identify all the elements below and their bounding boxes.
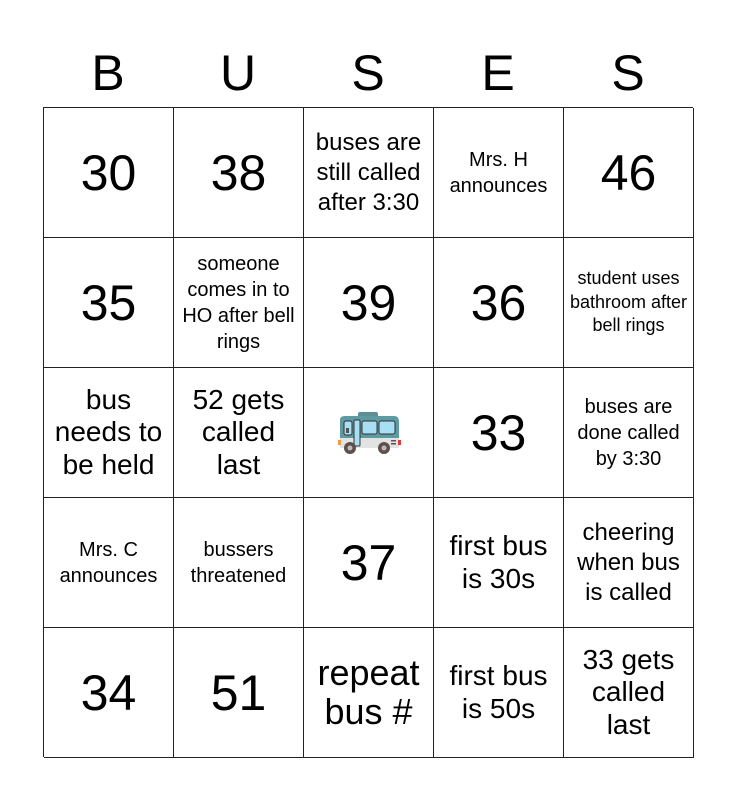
bingo-cell-r4c3[interactable]: 37 (304, 498, 434, 628)
bingo-cell-r3c2[interactable]: 52 gets called last (174, 368, 304, 498)
bingo-cell-r2c4[interactable]: 36 (434, 238, 564, 368)
header-letter-b: B (91, 45, 125, 101)
header-letter-u: U (219, 45, 257, 101)
bingo-cell-r3c5[interactable]: buses are done called by 3:30 (564, 368, 694, 498)
header-letter-s: S (351, 45, 385, 101)
bingo-header (43, 40, 693, 106)
bingo-cell-free-space[interactable] (304, 368, 434, 498)
bingo-cell-r5c2[interactable]: 51 (174, 628, 304, 758)
bingo-cell-r1c2[interactable]: 38 (174, 108, 304, 238)
bingo-grid (43, 107, 693, 757)
bingo-cell-r4c4[interactable]: first bus is 30s (434, 498, 564, 628)
bingo-cell-r5c1[interactable]: 34 (44, 628, 174, 758)
header-letter-s2: S (611, 45, 645, 101)
bingo-cell-r4c1[interactable]: Mrs. C announces (44, 498, 174, 628)
bingo-cell-r3c4[interactable]: 33 (434, 368, 564, 498)
bingo-cell-r1c4[interactable]: Mrs. H announces (434, 108, 564, 238)
bingo-cell-r1c3[interactable]: buses are still called after 3:30 (304, 108, 434, 238)
bingo-cell-r4c5[interactable]: cheering when bus is called (564, 498, 694, 628)
bingo-cell-r5c3[interactable]: repeat bus # (304, 628, 434, 758)
bingo-cell-r2c1[interactable]: 35 (44, 238, 174, 368)
bingo-cell-r3c1[interactable]: bus needs to be held (44, 368, 174, 498)
bingo-cell-r1c1[interactable]: 30 (44, 108, 174, 238)
bingo-cell-r5c4[interactable]: first bus is 50s (434, 628, 564, 758)
bingo-cell-r1c5[interactable]: 46 (564, 108, 694, 238)
bingo-cell-r2c5[interactable]: student uses bathroom after bell rings (564, 238, 694, 368)
bingo-cell-r2c3[interactable]: 39 (304, 238, 434, 368)
bingo-cell-r4c2[interactable]: bussers threatened (174, 498, 304, 628)
bingo-cell-r2c2[interactable]: someone comes in to HO after bell rings (174, 238, 304, 368)
header-letter-e: E (481, 45, 515, 101)
bingo-cell-r5c5[interactable]: 33 gets called last (564, 628, 694, 758)
bus-icon (336, 410, 402, 456)
